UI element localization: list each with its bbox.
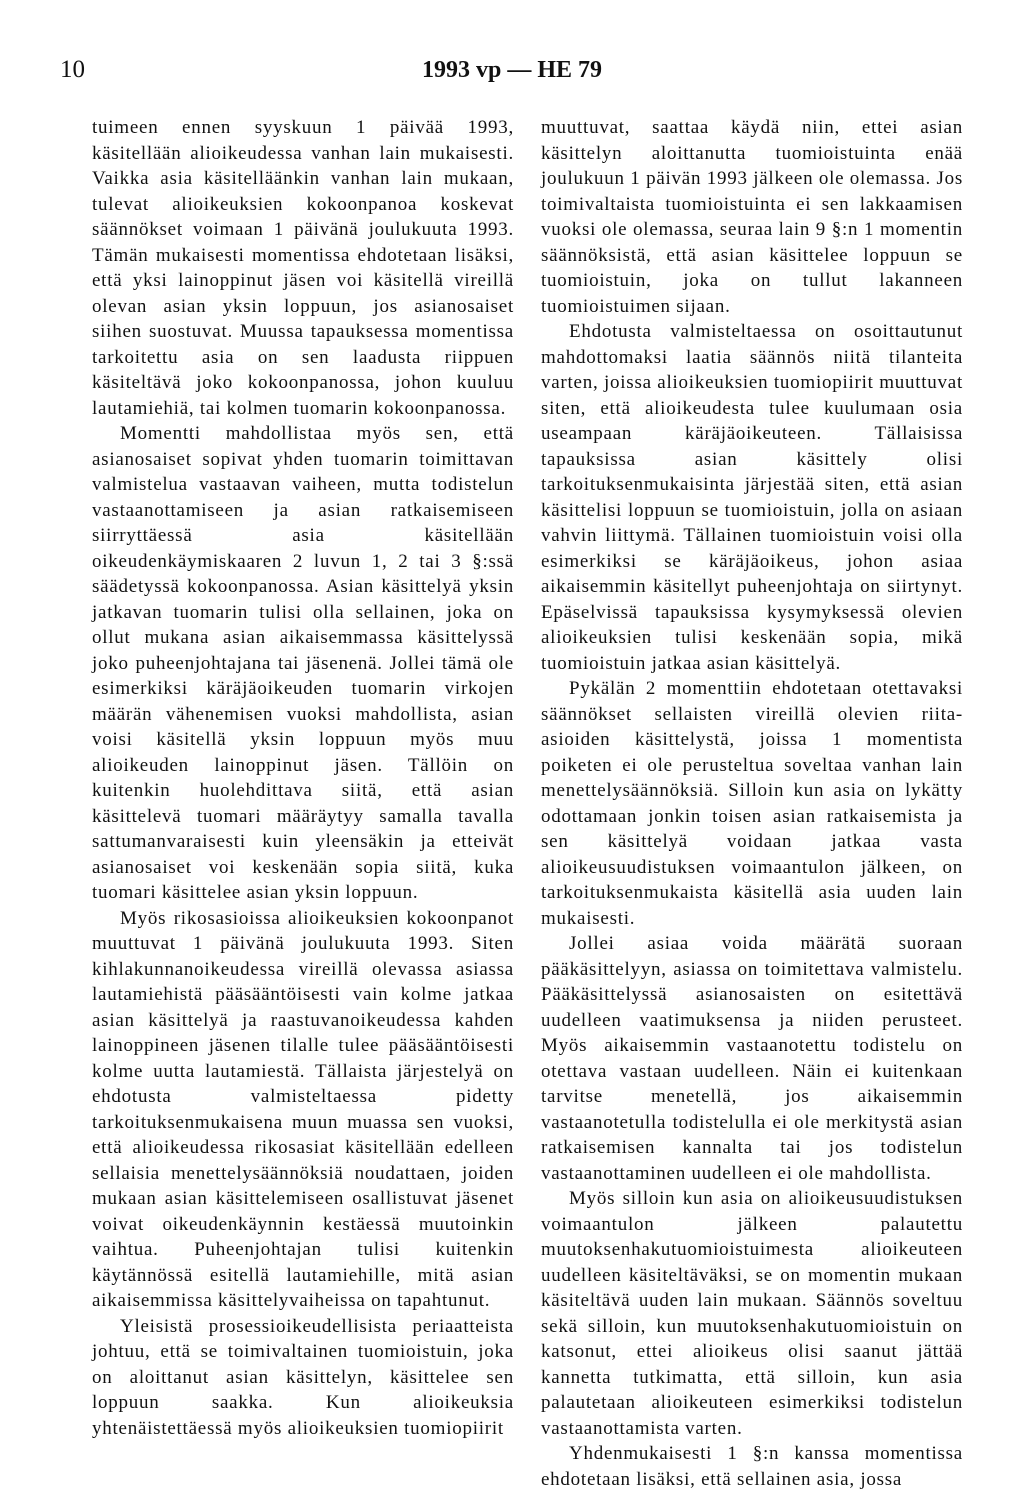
page-number: 10 xyxy=(60,56,85,83)
paragraph: Yhdenmukaisesti 1 §:n kanssa momentissa ehdotetaan lisäksi, että sellainen asia, jossa xyxy=(541,1443,963,1490)
paragraph: Jollei asiaa voida määrätä suoraan pääkäsittelyyn, asiassa on toimitettava valmistelu. Pääkäsittelyssä asianosaisten on esitettävä uudelleen vaatimuksensa ja niiden perusteet. Myös aikaisemmin vastaanotettu todistelu on otettava vastaan uudelleen. Näin ei kuitenkaan tarvitse menetellä, jos aikaisemmin vastaanotetulla todistelulla ei ole merkitystä asian ratkaisemisen kannalta tai jos todistelun vastaanottaminen uudelleen ei ole mahdollista. xyxy=(541,933,963,1184)
right-column xyxy=(541,115,963,1492)
left-column xyxy=(92,115,514,1441)
paragraph: Momentti mahdollistaa myös sen, että asianosaiset sopivat yhden tuomarin toimittavan valmistelua vastaavan vaiheen, mutta todistelun vastaanottamiseen ja asian ratkaisemiseen siirryttäessä asia käsitellään oikeudenkäymiskaaren 2 luvun 1, 2 tai 3 §:ssä säädetyssä kokoonpanossa. Asian käsittelyä yksin jatkavan tuomarin tulisi olla sellainen, joka on ollut mukana asian aikaisemmassa käsittelyssä joko puheenjohtajana tai jäsenenä. Jollei tämä ole esimerkiksi käräjäoikeuden tuomarin virkojen määrän vähenemisen vuoksi mahdollista, asian voisi käsitellä yksin loppuun myös muu alioikeuden lainoppinut jäsen. Tällöin on kuitenkin huolehdittava siitä, että asian käsittelevä tuomari määräytyy samalla tavalla sattumanvaraisesti kuin yleensäkin ja etteivät asianosaiset voi keskenään sopia siitä, kuka tuomari käsittelee asian yksin loppuun. xyxy=(92,423,514,903)
running-title: 1993 vp — HE 79 xyxy=(421,57,603,83)
paragraph: Pykälän 2 momenttiin ehdotetaan otettavaksi säännökset sellaisten vireillä olevien riita-asioiden käsittelystä, joissa 1 momentista poiketen ei ole perusteltua soveltaa vanhan lain menettelysäännöksiä. Silloin kun asia on lykätty odottamaan jonkin toisen asian ratkaisemista ja sen käsittelyä voidaan jatkaa vasta alioikeusuudistuksen voimaantulon jälkeen, on tarkoituksenmukaista käsitellä asia uuden lain mukaisesti. xyxy=(541,678,963,929)
paragraph: muuttuvat, saattaa käydä niin, ettei asian käsittelyn aloittanutta tuomioistuinta enää joulukuun 1 päivän 1993 jälkeen ole olemassa. Jos toimivaltaista tuomioistuinta ei sen lakkaamisen vuoksi ole olemassa, seuraa lain 9 §:n 1 momentin säännöksistä, että asian käsittelee loppuun se tuomioistuin, joka on tullut lakanneen tuomioistuimen sijaan. xyxy=(541,117,963,317)
paragraph: Yleisistä prosessioikeudellisista periaatteista johtuu, että se toimivaltainen tuomioistuin, joka on aloittanut asian käsittelyn, käsittelee sen loppuun saakka. Kun alioikeuksia yhtenäistettäessä myös alioikeuksien tuomiopiirit xyxy=(92,1315,514,1439)
paragraph: tuimeen ennen syyskuun 1 päivää 1993, käsitellään alioikeudessa vanhan lain mukaisesti. Vaikka asia käsitelläänkin vanhan lain mukaan, tulevat alioikeuksien kokoonpanoa koskevat säännökset voimaan 1 päivänä joulukuuta 1993. Tämän mukaisesti momentissa ehdotetaan lisäksi, että yksi lainoppinut jäsen voi käsitellä vireillä olevan asian yksin loppuun, jos asianosaiset siihen suostuvat. Muussa tapauksessa momentissa tarkoitettu asia on sen laadusta riippuen käsiteltävä joko kokoonpanossa, johon kuuluu lautamiehiä, tai kolmen tuomarin kokoonpanossa. xyxy=(92,117,514,419)
paragraph: Myös silloin kun asia on alioikeusuudistuksen voimaantulon jälkeen palautettu muutoksenhakutuomioistuimesta alioikeuteen uudelleen käsiteltäväksi, se on momentin mukaan käsiteltävä uuden lain mukaan. Säännös soveltuu sekä silloin, kun muutoksenhakutuomioistuin on katsonut, ettei alioikeus olisi saanut jättää kannetta tutkimatta, että silloin, kun asia palautetaan alioikeuteen esimerkiksi todistelun vastaanottamista varten. xyxy=(541,1188,963,1439)
paragraph: Ehdotusta valmisteltaessa on osoittautunut mahdottomaksi laatia säännös niitä tilanteita varten, joissa alioikeuksien tuomiopiirit muuttuvat siten, että alioikeudesta tulee kuulumaan osia useampaan käräjäoikeuteen. Tällaisissa tapauksissa asian käsittely olisi tarkoituksenmukaisinta järjestää siten, että asian käsittelisi loppuun se tuomioistuin, jolla on asiaan vahvin liittymä. Tällainen tuomioistuin voisi olla esimerkiksi se käräjäoikeus, johon asiaa aikaisemmin käsitellyt puheenjohtaja on siirtynyt. Epäselvissä tapauksissa kysymyksessä olevien alioikeuksien tulisi keskenään sopia, mikä tuomioistuin jatkaa asian käsittelyä. xyxy=(541,321,963,674)
paragraph: Myös rikosasioissa alioikeuksien kokoonpanot muuttuvat 1 päivänä joulukuuta 1993. Siten kihlakunnanoikeudessa vireillä olevassa asiassa lautamiehistä pääsääntöisesti vain kolme jatkaa asian käsittelyä ja raastuvanoikeudessa kahden lainoppineen jäsenen tilalle tulee pääsääntöisesti kolme uutta lautamiestä. Tällaista järjestelyä on ehdotusta valmisteltaessa pidetty tarkoituksenmukaisena muun muassa sen vuoksi, että alioikeudessa rikosasiat käsitellään edelleen sellaisia menettelysäännöksiä noudattaen, joiden mukaan asian käsittelemiseen osallistuvat jäsenet voivat oikeudenkäynnin kestäessä muutoinkin vaihtua. Puheenjohtajan tulisi kuitenkin käytännössä esitellä lautamiehille, mitä asian aikaisemmissa käsittelyvaiheissa on tapahtunut. xyxy=(92,907,514,1311)
